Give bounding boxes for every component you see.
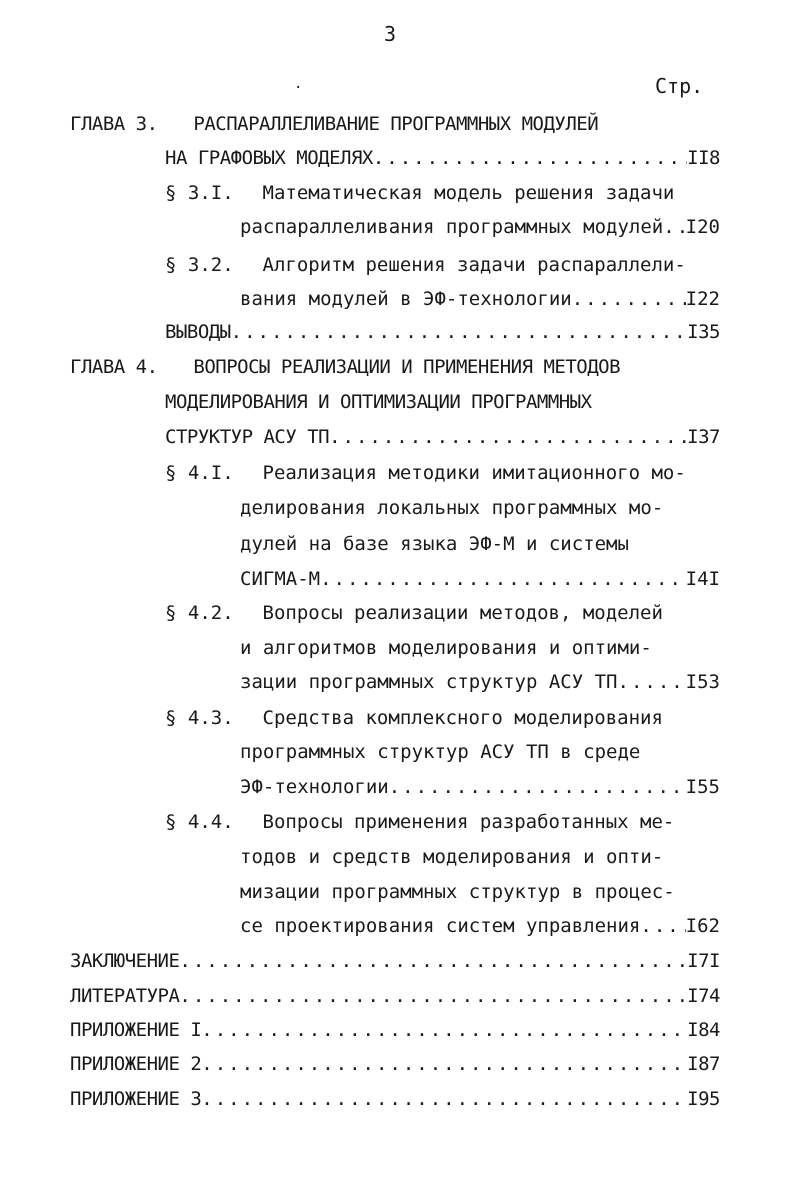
- chapter-3-label: ГЛАВА 3.: [70, 113, 158, 135]
- section-4-2-page: I53: [685, 671, 720, 693]
- section-3-2-heading: [165, 253, 686, 277]
- section-4-2-heading: [165, 601, 663, 625]
- page-column-header: Стр.: [655, 74, 704, 98]
- back-matter-title: ЛИТЕРАТУРА: [70, 985, 180, 1007]
- back-matter-page: I84: [687, 1019, 720, 1041]
- section-4-1-page: I4I: [685, 568, 720, 590]
- back-matter-title: ЗАКЛЮЧЕНИЕ: [70, 950, 180, 972]
- section-4-1-number: § 4.I.: [165, 462, 234, 484]
- leader-dots: [389, 775, 686, 799]
- stray-mark: .: [294, 76, 303, 92]
- section-3-1-title-line1: Математическая модель решения задачи: [262, 182, 675, 204]
- section-4-3-title-line2: программных структур АСУ ТП в среде: [240, 741, 641, 763]
- back-matter-entry-conclusion[interactable]: [70, 949, 720, 973]
- leader-dots: [618, 670, 686, 694]
- leader-dots: [320, 567, 686, 591]
- back-matter-page: I7I: [687, 950, 720, 972]
- leader-dots: [201, 1018, 687, 1042]
- section-4-4-heading: [165, 810, 674, 834]
- section-3-1-entry[interactable]: [240, 215, 720, 239]
- section-4-3-title-line1: Средства комплексного моделирования: [262, 707, 663, 729]
- section-4-2-number: § 4.2.: [165, 602, 234, 624]
- section-4-4-title-line3: мизации программных структур в процес-: [240, 881, 675, 903]
- leader-dots: [329, 425, 687, 449]
- section-4-2-title-line1: Вопросы реализации методов, моделей: [262, 602, 663, 624]
- back-matter-title: ПРИЛОЖЕНИЕ 3: [70, 1088, 202, 1110]
- section-4-3-page: I55: [685, 776, 720, 798]
- chapter-4-title-line2: МОДЕЛИРОВАНИЯ И ОПТИМИЗАЦИИ ПРОГРАММНЫХ: [165, 391, 592, 413]
- back-matter-entry-appendix-1[interactable]: [70, 1018, 720, 1042]
- back-matter-page: I87: [687, 1053, 720, 1075]
- section-3-2-entry[interactable]: [240, 287, 720, 311]
- page-number: 3: [384, 22, 397, 46]
- leader-dots: [201, 1087, 687, 1111]
- leader-dots: [231, 320, 688, 344]
- leader-dots: [373, 146, 687, 170]
- chapter-4-entry[interactable]: [165, 425, 720, 449]
- section-4-4-number: § 4.4.: [165, 811, 234, 833]
- section-3-1-page: I20: [685, 216, 720, 238]
- chapter-3-heading: [70, 112, 598, 136]
- section-4-3-title-line3: ЭФ-технологии: [240, 776, 389, 798]
- back-matter-title: ПРИЛОЖЕНИЕ 2: [70, 1053, 202, 1075]
- section-3-2-page: I22: [685, 288, 720, 310]
- back-matter-entry-appendix-2[interactable]: [70, 1052, 720, 1076]
- section-3-2-title-line1: Алгоритм решения задачи распараллели-: [262, 254, 686, 276]
- section-4-3-number: § 4.3.: [165, 707, 234, 729]
- leader-dots: [201, 1052, 687, 1076]
- back-matter-page: I95: [687, 1088, 720, 1110]
- leader-dots: [179, 984, 687, 1008]
- chapter-3-page: II8: [687, 147, 720, 169]
- section-3-1-title-line2: распараллеливания программных модулей: [240, 216, 664, 238]
- leader-dots: [663, 215, 685, 239]
- section-3-1-number: § 3.I.: [165, 182, 234, 204]
- section-4-2-entry[interactable]: [240, 670, 720, 694]
- back-matter-page: I74: [687, 985, 720, 1007]
- section-4-4-entry[interactable]: [240, 914, 720, 938]
- chapter-4-label: ГЛАВА 4.: [70, 356, 158, 378]
- chapter-4-page: I37: [687, 426, 720, 448]
- back-matter-entry-appendix-3[interactable]: [70, 1087, 720, 1111]
- chapter-4-title-line3: СТРУКТУР АСУ ТП: [165, 426, 330, 448]
- section-4-2-title-line3: зации программных структур АСУ ТП: [240, 671, 618, 693]
- section-4-4-title-line1: Вопросы применения разработанных ме-: [262, 811, 675, 833]
- section-3-2-number: § 3.2.: [165, 254, 234, 276]
- chapter-4-title-line1: ВОПРОСЫ РЕАЛИЗАЦИИ И ПРИМЕНЕНИЯ МЕТОДОВ: [193, 356, 621, 378]
- chapter-4-heading: [70, 355, 620, 379]
- section-4-3-entry[interactable]: [240, 775, 720, 799]
- section-3-2-title-line2: вания модулей в ЭФ-технологии: [240, 288, 572, 310]
- leader-dots: [179, 949, 687, 973]
- section-3-1-heading: [165, 181, 674, 205]
- section-4-1-title-line3: дулей на базе языка ЭФ-М и системы: [240, 533, 629, 555]
- conclusions-page: I35: [687, 321, 720, 343]
- section-4-1-title-line2: делирования локальных программных мо-: [240, 497, 664, 519]
- conclusions-title: ВЫВОДЫ: [165, 321, 231, 343]
- section-4-1-heading: [165, 461, 686, 485]
- chapter-3-entry[interactable]: [165, 146, 720, 170]
- section-4-3-heading: [165, 706, 663, 730]
- chapter-3-title-line1: РАСПАРАЛЛЕЛИВАНИЕ ПРОГРАММНЫХ МОДУЛЕЙ: [193, 113, 599, 135]
- back-matter-title: ПРИЛОЖЕНИЕ I: [70, 1019, 202, 1041]
- section-4-1-title-line1: Реализация методики имитационного мо-: [262, 462, 686, 484]
- leader-dots: [572, 287, 686, 311]
- section-4-2-title-line2: и алгоритмов моделирования и оптими-: [240, 637, 652, 659]
- section-4-4-page: I62: [685, 915, 720, 937]
- leader-dots: [640, 914, 685, 938]
- section-4-1-entry[interactable]: [240, 567, 720, 591]
- back-matter-entry-literature[interactable]: [70, 984, 720, 1008]
- section-4-4-title-line4: се проектирования систем управления: [240, 915, 641, 937]
- conclusions-entry[interactable]: [165, 320, 720, 344]
- chapter-3-title-line2: НА ГРАФОВЫХ МОДЕЛЯХ: [165, 147, 373, 169]
- section-4-4-title-line2: тодов и средств моделирования и опти-: [240, 846, 664, 868]
- section-4-1-title-line4: СИГМА-М: [240, 568, 321, 590]
